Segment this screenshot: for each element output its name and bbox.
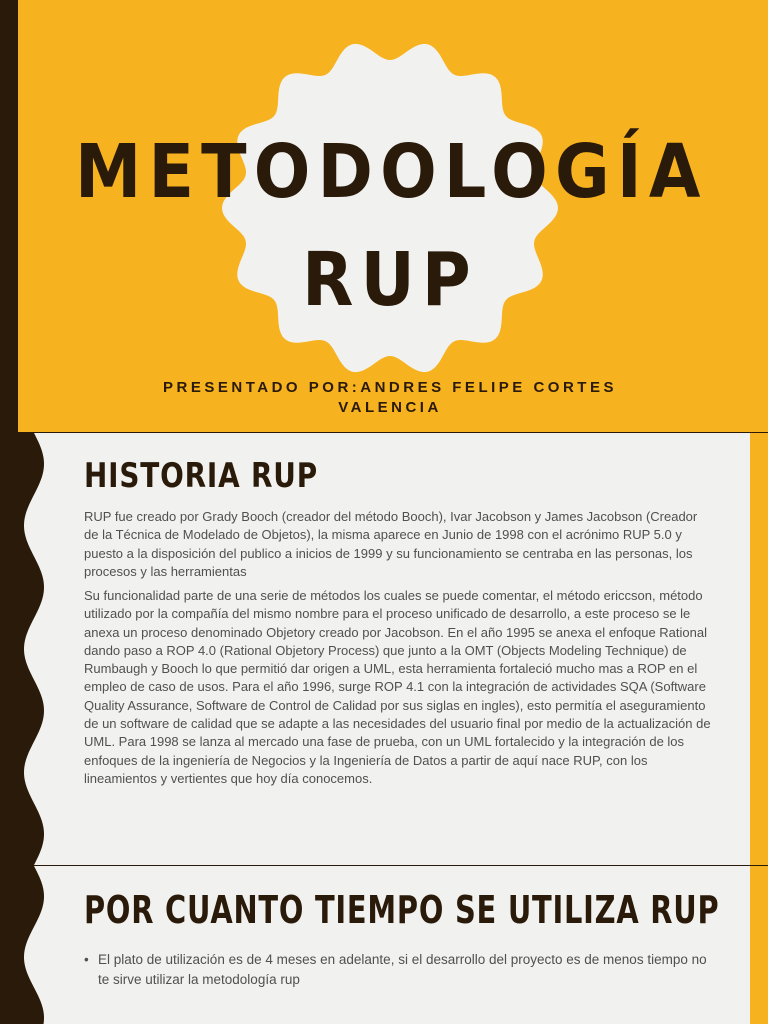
bullet-item xyxy=(84,950,714,990)
history-slide xyxy=(0,433,768,865)
subtitle-line-1: PRESENTADO POR:ANDRES FELIPE CORTES xyxy=(163,379,617,396)
wavy-left-border xyxy=(0,433,60,865)
wave-shape xyxy=(0,433,44,865)
usage-time-slide xyxy=(0,866,768,1024)
title-line-2: RUP xyxy=(302,237,478,323)
history-paragraph-1: RUP fue creado por Grady Booch (creador del método Booch), Ivar Jacobson y James Jacobson (Creador de la Técnica de Modelado de Objetos), la misma aparece en Junio de 1998 con el acrónimo RUP 5.0 y puesto a la disposición del publico a inicios de 1999 y su funcionamiento se centraba en las personas, los procesos y las herramientas xyxy=(84,509,698,579)
right-accent-bar xyxy=(750,433,768,865)
wavy-left-border xyxy=(0,866,60,1024)
title-line-1: METODOLOGÍA xyxy=(75,129,708,215)
bullet-icon: • xyxy=(84,952,89,967)
wave-shape xyxy=(0,866,44,1024)
bullet-text: El plato de utilización es de 4 meses en adelante, si el desarrollo del proyecto es de menos tiempo no te sirve utilizar la metodología rup xyxy=(98,952,707,987)
subtitle-line-2: VALENCIA xyxy=(338,399,442,416)
history-heading: HISTORIA RUP xyxy=(84,456,319,496)
presenter-subtitle xyxy=(130,378,650,418)
usage-time-heading: POR CUANTO TIEMPO SE UTILIZA RUP xyxy=(84,888,720,932)
history-paragraph-2: Su funcionalidad parte de una serie de métodos los cuales se puede comentar, el método ericcson, método utilizado por la compañía del mismo nombre para el proceso unificado de desarrollo, a este proceso se le anexa un proceso denominado Objetory creado por Jacobson. En el año 1995 se anexa el enfoque Rational dando paso a ROP 4.0 (Rational Objetory Process) que junto a la OMT (Objects Modeling Technique) de Rumbaugh y Booch lo que permitió dar origen a UML, esta herramienta fortaleció mucho mas a ROP en el empleo de caso de usos. Para el año 1996, surge ROP 4.1 con la integración de actividades SQA (Software Quality Assurance, Software de Control de Calidad por sus siglas en ingles), esto permitía el aseguramiento de un software de calidad que se adapte a las necesidades del usuario final por medio de la actualización de UML. Para 1998 se lanza al mercado una fase de prueba, con un UML fortalecido y la integración de los enfoques de la ingeniería de Negocios y la Ingeniería de Datos a partir de aquí nace RUP, con los lineamientos y vertientes que hoy día conocemos. xyxy=(84,588,711,786)
right-accent-bar xyxy=(750,866,768,1024)
title-slide xyxy=(0,0,768,432)
left-accent-bar xyxy=(0,0,18,432)
slide-title xyxy=(75,118,708,334)
